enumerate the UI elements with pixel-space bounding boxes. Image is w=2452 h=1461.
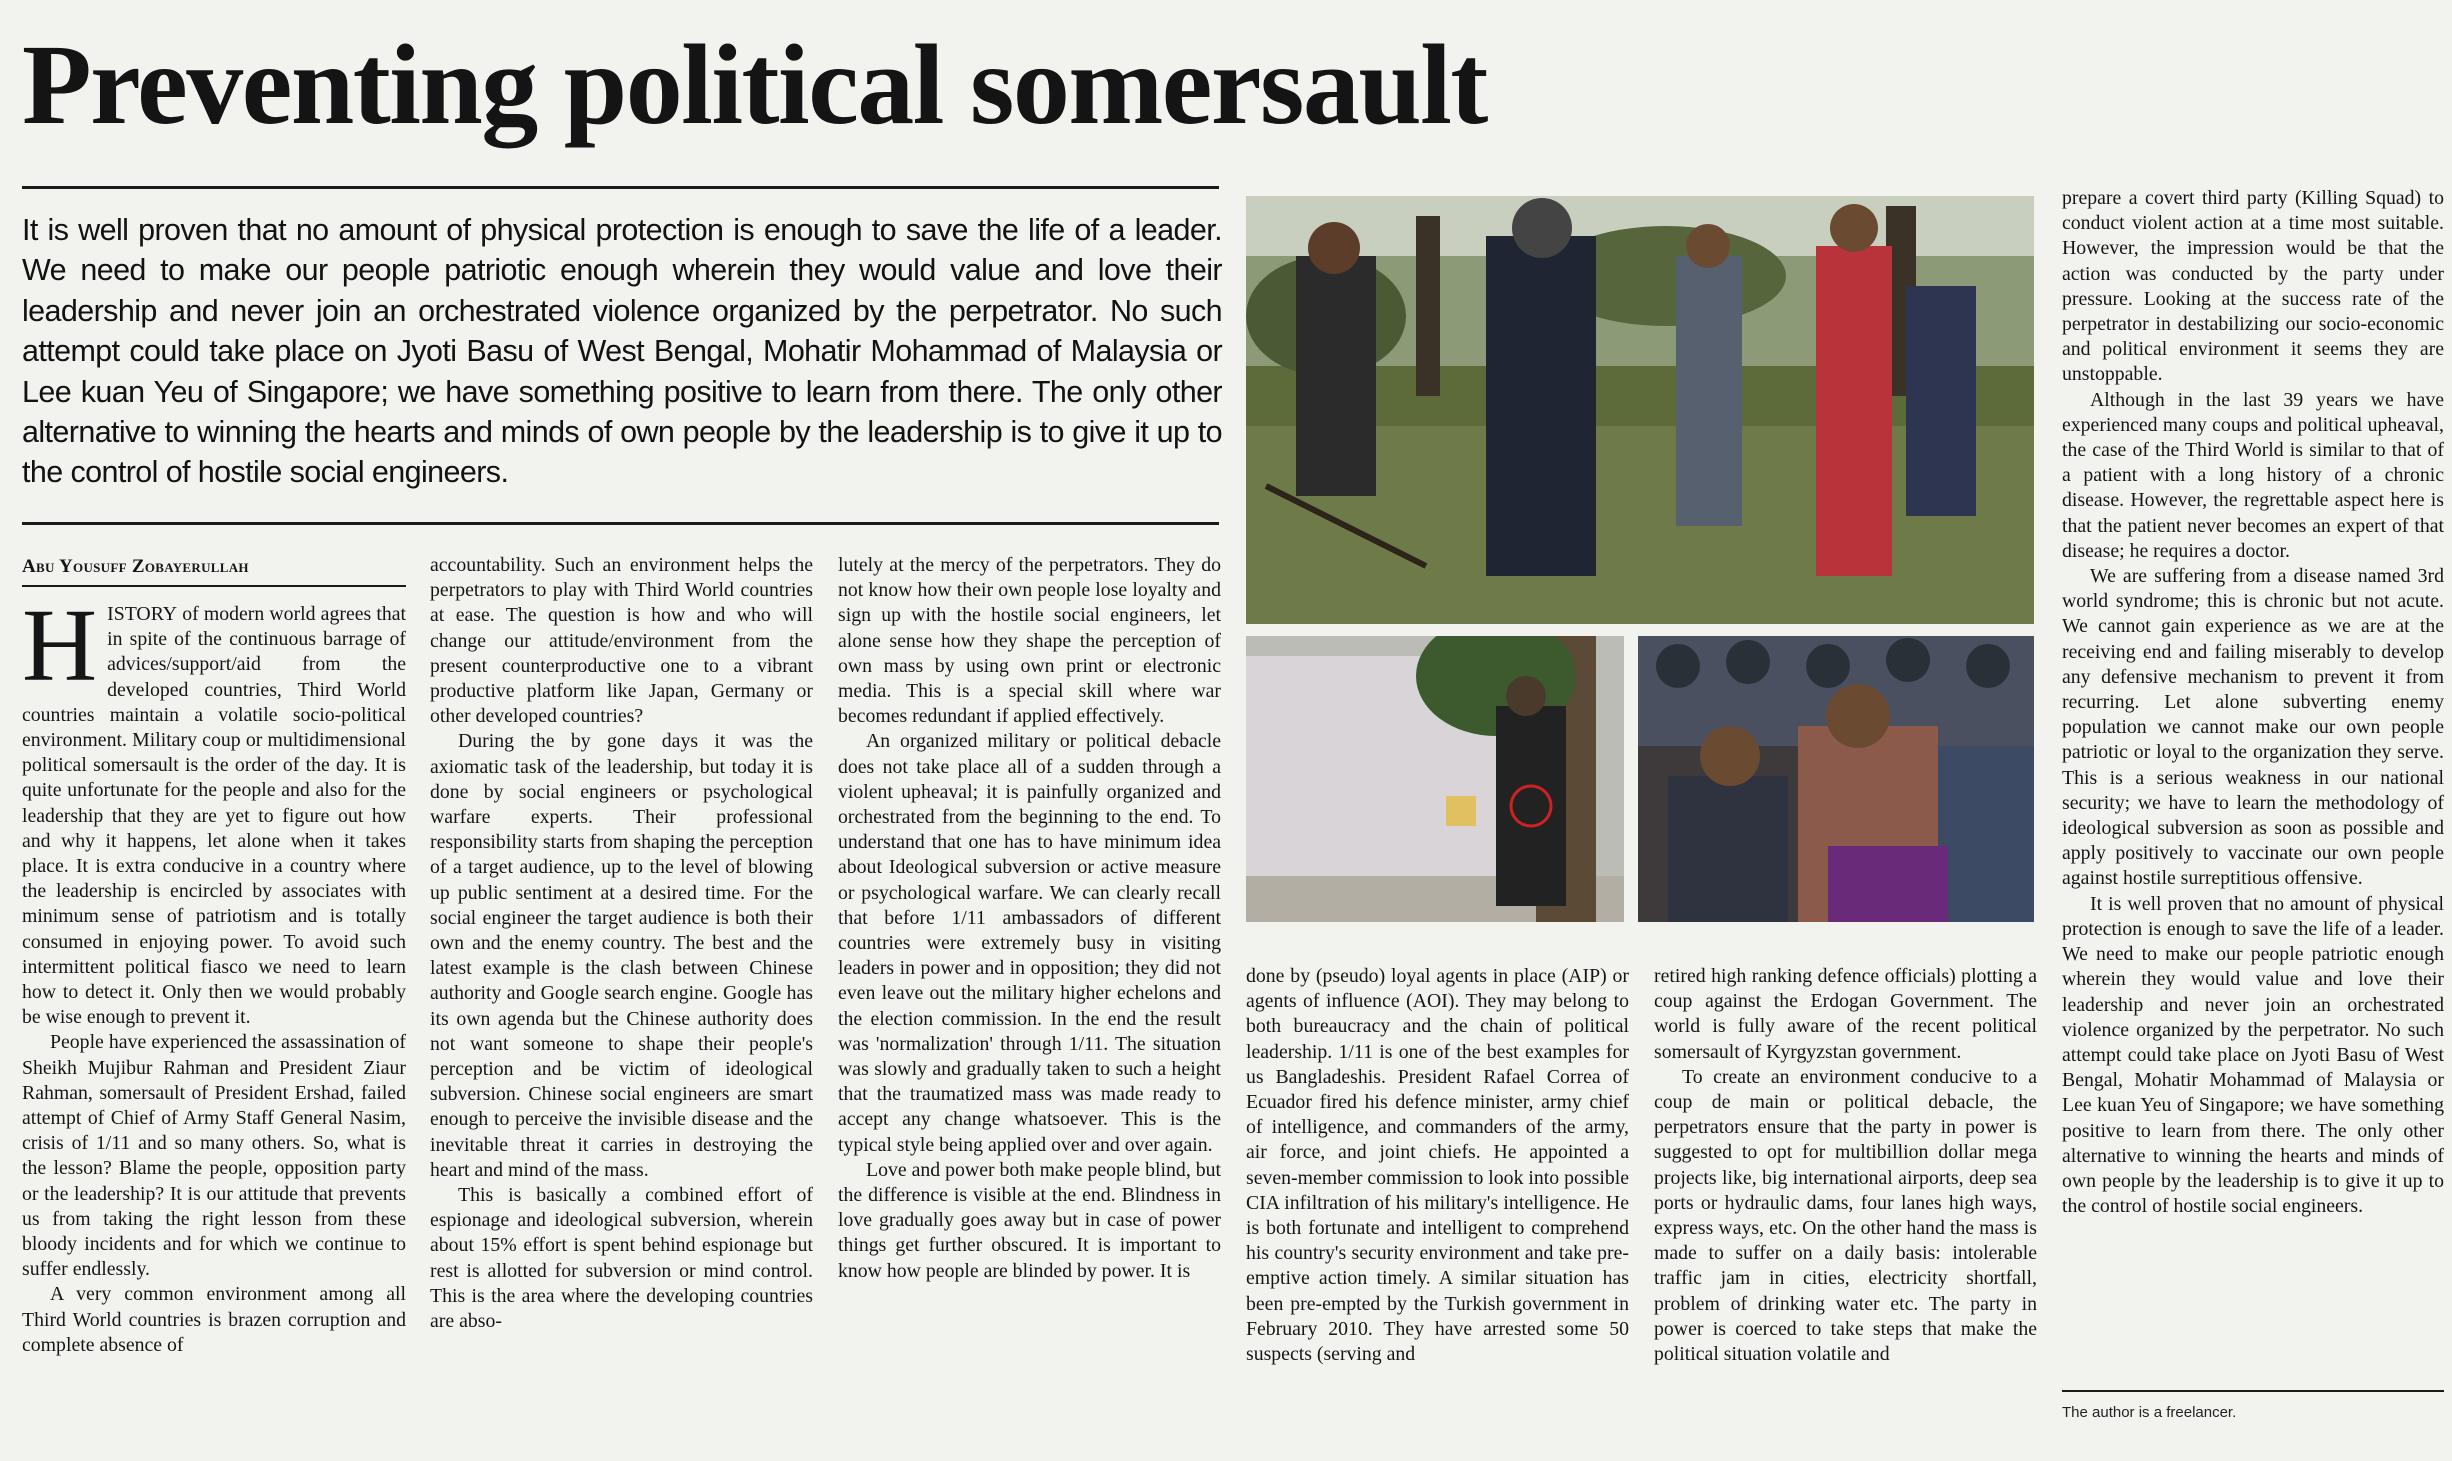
column-2 bbox=[430, 553, 813, 1334]
headline: Preventing political somersault bbox=[22, 21, 1487, 148]
paragraph: People have experienced the assassination of Sheikh Mujibur Rahman and President Ziaur Rahman, somersault of President Ershad, failed attempt of Chief of Army Staff General Nasim, crisis of 1/11 and so many others. So, what is the lesson? Blame the people, opposition party or the leadership? It is our attitude that prevents us from taking the right lesson from these bloody incidents and for which we continue to suffer endlessly. bbox=[22, 1031, 406, 1281]
paragraph: It is well proven that no amount of physical protection is enough to save the life of a leader. We need to make our people patriotic enough wherein they would value and love their leadership and never join an orchestrated violence organized by the perpetrator. No such attempt could take place on Jyoti Basu of West Bengal, Mohatir Mohammad of Malaysia or Lee kuan Yeu of Singapore; we have something positive to learn from there. The only other alternative to winning the hearts and minds of own people by the leadership is to give it up to the control of hostile social engineers. bbox=[2062, 892, 2444, 1218]
photo-person-with-weapon bbox=[1246, 636, 1624, 922]
drop-cap: H bbox=[22, 588, 98, 703]
column-4 bbox=[1246, 964, 1629, 1367]
paragraph: prepare a covert third party (Killing Squad) to conduct violent action at a time most suitable. However, the impression would be that the action was conducted by the party under pressure. Looking at the success rate of the perpetrator in destabilizing our socio-economic and political environment it seems they are unstoppable. bbox=[2062, 187, 2444, 386]
paragraph: An organized military or political debacle does not take place all of a sudden through a violent upheaval; it is painfully organized and orchestrated from the beginning to the end. To understand that one has to have minimum idea about Ideological subversion or active measure or psychological warfare. We can clearly recall that before 1/11 ambassadors of different countries were extremely busy in visiting leaders in power and in opposition; they did not even leave out the military higher echelons and the election commission. In the end the result was 'normalization' through 1/11. The situation was slowly and gradually taken to such a height that the traumatized mass was made ready to accept any change whatsoever. This is the typical style being applied over and over again. bbox=[838, 730, 1221, 1156]
lead-text: of modern world agrees that in spite of the continuous barrage of advices/support/aid from the developed countries, Third World countries maintain a volatile socio-political environment. Military coup or multidimensional political somersault is the order of the day. It is quite unfortunate for the people and also for the leadership that they are yet to figure out how and why it happens, let alone when it takes place. It is extra conducive in a country where the leadership is encircled by associates with minimum sense of patriotism and is totally consumed in enjoying power. To avoid such intermittent political fiasco we need to learn how to detect it. Only then we would probably be wise enough to prevent it. bbox=[22, 603, 406, 1029]
paragraph: To create an environment conducive to a coup de main or political debacle, the perpetrators ensure that the party in power is suggested to opt for multibillion dollar mega projects like, big international airports, deep sea ports or hydraulic dams, four lanes high ways, express ways, etc. On the other hand the mass is made to suffer on a daily basis: intolerable traffic jam in cities, electricity shortfall, problem of drinking water etc. The party in power is coerced to take steps that make the political situation volatile and bbox=[1654, 1065, 2037, 1366]
column-5 bbox=[1654, 964, 2037, 1367]
standfirst-rule bbox=[22, 522, 1219, 525]
photo-police-scuffle bbox=[1638, 636, 2034, 922]
paragraph: Love and power both make people blind, but the difference is visible at the end. Blindness in love gradually goes away but in case of power things get further obscured. It is important to know how people are blinded by power. It is bbox=[838, 1158, 1221, 1282]
author-credit: The author is a freelancer. bbox=[2062, 1404, 2237, 1421]
paragraph: This is basically a combined effort of espionage and ideological subversion, wherein about 15% effort is spent behind espionage but rest is allotted for subversion or mind control. This is the area where the developing countries are abso- bbox=[430, 1184, 813, 1333]
byline-rule bbox=[22, 585, 406, 587]
paragraph: A very common environment among all Third World countries is brazen corruption and complete absence of bbox=[22, 1283, 406, 1356]
paragraph: lutely at the mercy of the perpetrators. They do not know how their own people lose loyalty and sign up with the hostile social engineers, let alone sense how they shape the perception of own mass by using own print or electronic media. This is a special skill where war becomes redundant if applied effectively. bbox=[838, 554, 1221, 728]
lead-paragraph bbox=[22, 588, 406, 1030]
lead-smallcaps: ISTORY bbox=[107, 603, 178, 625]
headline-rule bbox=[22, 186, 1219, 189]
paragraph: During the by gone days it was the axiomatic task of the leadership, but today it is done by social engineers or psychological warfare experts. Their professional responsibility starts from shaping the perception of a target audience, up to the level of blowing up public sentiment at a desired time. For the social engineer the target audience is both their own and the enemy country. The best and the latest example is the clash between Chinese authority and Google search engine. Google has its own agenda but the Chinese authority does not want someone to shape their people's perception and be victim of ideological subversion. Chinese social engineers are smart enough to perceive the invisible disease and the inevitable threat it carries in destroying the heart and mind of the mass. bbox=[430, 730, 813, 1181]
paragraph: done by (pseudo) loyal agents in place (AIP) or agents of influence (AOI). They may belong to both bureaucracy and the chain of political leadership. 1/11 is one of the best examples for us Bangladeshis. President Rafael Correa of Ecuador fired his defence minister, army chief of intelligence, and commanders of the army, air force, and joint chiefs. He appointed a seven-member commission to look into possible CIA infiltration of his military's intelligence. He is both fortunate and intelligent to comprehend his country's security environment and take pre-emptive action timely. A similar situation has been pre-empted by the Turkish government in February 2010. They have arrested some 50 suspects (serving and bbox=[1246, 965, 1629, 1366]
byline: Abu Yousuff Zobayerullah bbox=[22, 556, 249, 577]
paragraph: retired high ranking defence officials) plotting a coup against the Erdogan Government. The world is fully aware of the recent political somersault of Kyrgyzstan government. bbox=[1654, 965, 2037, 1063]
standfirst: It is well proven that no amount of physical protection is enough to save the life of a leader. We need to make our people patriotic enough wherein they would value and love their leadership and never join an orchestrated violence organized by the perpetrator. No such attempt could take place on Jyoti Basu of West Bengal, Mohatir Mohammad of Malaysia or Lee kuan Yeu of Singapore; we have something positive to learn from there. The only other alternative to winning the hearts and minds of own people by the leadership is to give it up to the control of hostile social engineers. bbox=[22, 213, 1222, 490]
column-3 bbox=[838, 553, 1221, 1284]
column-6 bbox=[2062, 186, 2444, 1219]
photo-men-with-sticks bbox=[1246, 196, 2034, 624]
paragraph: We are suffering from a disease named 3rd world syndrome; this is chronic but not acute. We cannot gain experience as we are at the receiving end and failing miserably to develop any defensive mechanism to prevent it from recurring. Let alone subverting enemy population we cannot make our own people patriotic or loyal to the organization they serve. This is a serious weakness in our national security; we have to learn the methodology of ideological subversion as soon as possible and apply positively to vaccinate our own people against hostile surreptitious offensive. bbox=[2062, 565, 2444, 890]
column-1 bbox=[22, 588, 406, 1358]
paragraph: Although in the last 39 years we have experienced many coups and political upheaval, the case of the Third World is similar to that of a patient with a long history of a chronic disease. However, the regrettable aspect here is that the patient never becomes an expert of that disease; he requires a doctor. bbox=[2062, 388, 2444, 562]
credit-rule bbox=[2062, 1390, 2444, 1392]
paragraph: accountability. Such an environment helps the perpetrators to play with Third World countries at ease. The question is how and who will change our attitude/environment from the present counterproductive one to a vibrant productive platform like Japan, Germany or other developed countries? bbox=[430, 554, 813, 728]
